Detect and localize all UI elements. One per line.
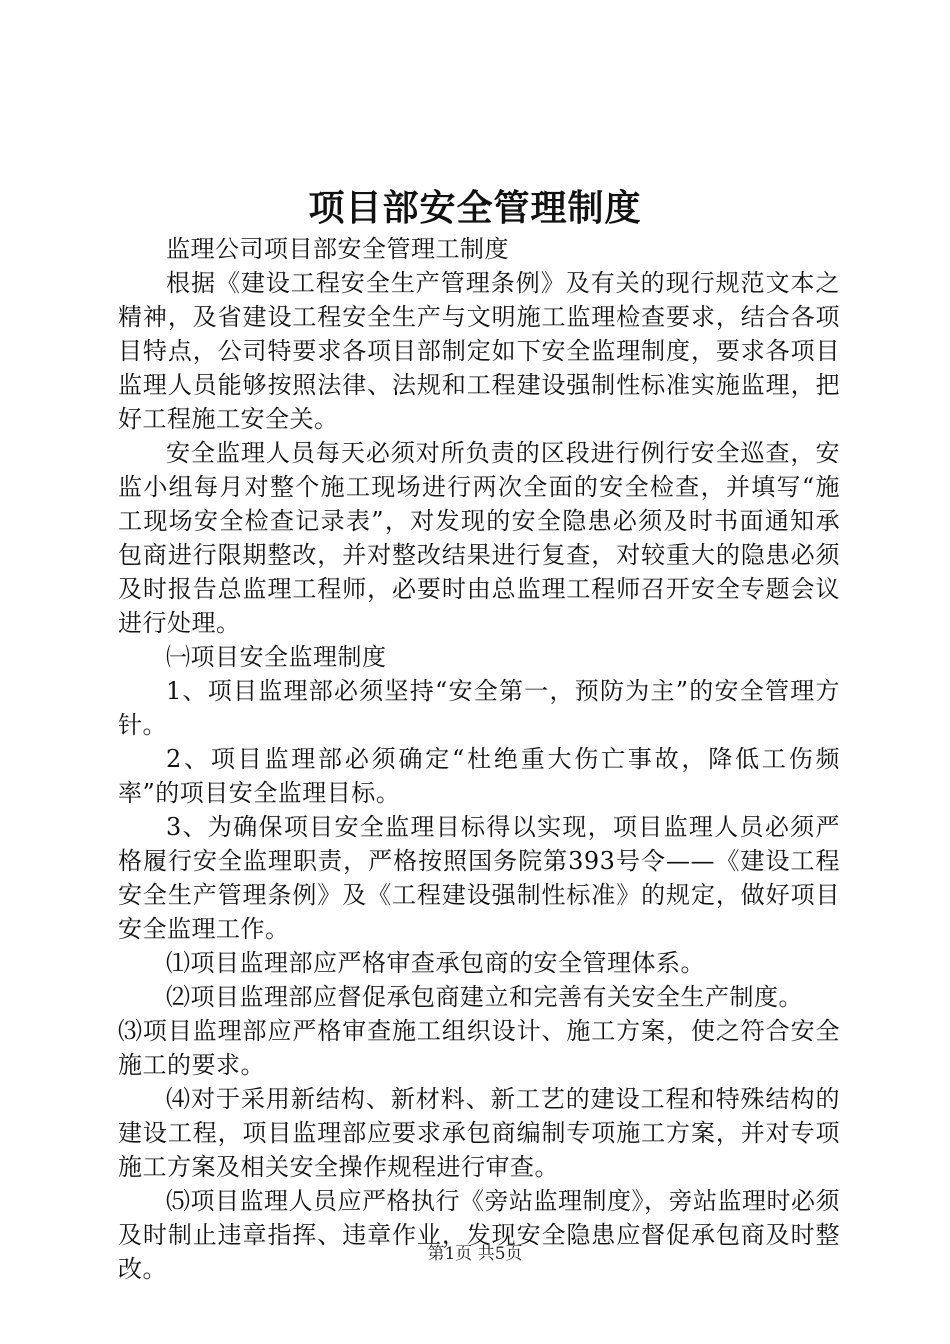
paragraph-intro: 根据《建设工程安全生产管理条例》及有关的现行规范文本之精神，及省建设工程安全生产与文明施工监理检查要求，结合各项目特点，公司特要求各项目部制定如下安全监理制度，要求各项目监理人员能够按照法律、法规和工程建设强制性标准实施监理，把好工程施工安全关。: [118, 269, 840, 433]
document-body: [118, 232, 840, 1286]
paragraph-subitem-5: ⑸项目监理人员应严格执行《旁站监理制度》，旁站监理时必须及时制止违章指挥、违章作业，发现安全隐患应督促承包商及时整改。: [118, 1187, 840, 1283]
paragraph-subitem-4: ⑷对于采用新结构、新材料、新工艺的建设工程和特殊结构的建设工程，项目监理部应要求承包商编制专项施工方案，并对专项施工方案及相关安全操作规程进行审查。: [118, 1085, 840, 1181]
page-title: 项目部安全管理制度: [308, 187, 642, 229]
paragraph-subitem-2: ⑵项目监理部应督促承包商建立和完善有关安全生产制度。: [166, 983, 803, 1011]
paragraph-subitem-3: ⑶项目监理部应严格审查施工组织设计、施工方案，使之符合安全施工的要求。: [118, 1017, 840, 1079]
paragraph-item-1: 1、项目监理部必须坚持“安全第一，预防为主”的安全管理方针。: [118, 677, 840, 739]
paragraph-inspection: 安全监理人员每天必须对所负责的区段进行例行安全巡查，安监小组每月对整个施工现场进行两次全面的安全检查，并填写“施工现场安全检查记录表”，对发现的安全隐患必须及时书面通知承包商进行限期整改，并对整改结果进行复查，对较重大的隐患必须及时报告总监理工程师，必要时由总监理工程师召开安全专题会议进行处理。: [118, 439, 840, 637]
paragraph-subtitle: 监理公司项目部安全管理工制度: [166, 235, 509, 263]
page-footer: 第1页 共5页: [427, 1244, 523, 1264]
paragraph-item-3: 3、为确保项目安全监理目标得以实现，项目监理人员必须严格履行安全监理职责，严格按照国务院第393号令——《建设工程安全生产管理条例》及《工程建设强制性标准》的规定，做好项目安全监理工作。: [118, 813, 840, 943]
paragraph-item-2: 2、项目监理部必须确定“杜绝重大伤亡事故，降低工伤频率”的项目安全监理目标。: [118, 745, 840, 807]
section-heading: ㈠项目安全监理制度: [166, 643, 387, 671]
paragraph-subitem-1: ⑴项目监理部应严格审查承包商的安全管理体系。: [166, 949, 705, 977]
